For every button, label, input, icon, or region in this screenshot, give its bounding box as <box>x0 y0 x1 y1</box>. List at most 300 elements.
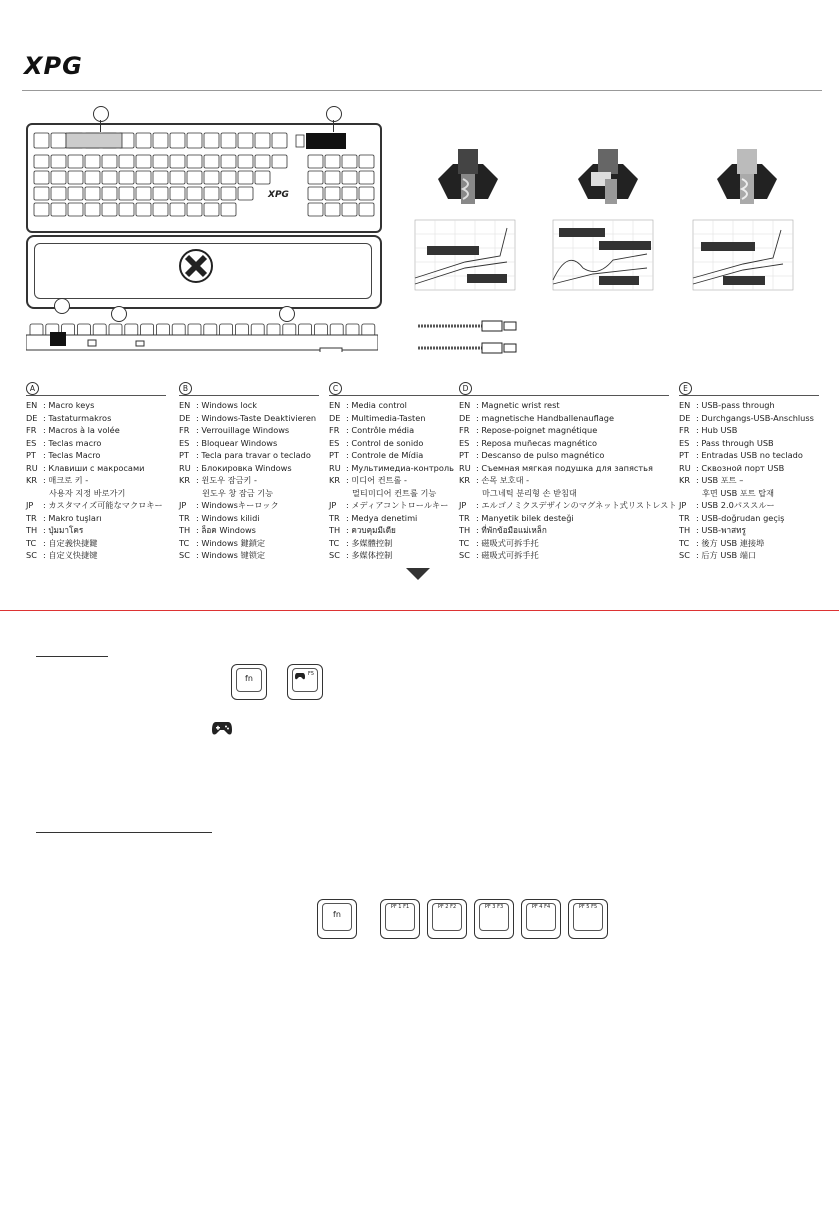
feature-letter: A <box>26 382 39 395</box>
side-keycap <box>188 324 201 336</box>
lang-code: SC <box>26 550 37 560</box>
keycap <box>119 171 134 184</box>
fn-key-label: fn <box>245 674 253 683</box>
side-keycap <box>362 324 375 336</box>
lang-code: JP <box>459 500 467 510</box>
feature-row <box>679 537 819 550</box>
feature-row <box>459 424 669 437</box>
pf-key-label: PF 3 F3 <box>484 904 504 910</box>
lang-code: ES <box>679 437 690 448</box>
feature-text: : Teclas Macro <box>43 450 101 460</box>
lang-code: TR <box>26 512 37 523</box>
pf-key-label: PF 5 F5 <box>578 904 598 910</box>
keycap <box>187 203 202 216</box>
lang-code: FR <box>679 425 690 435</box>
keycap <box>68 187 83 200</box>
keycap <box>221 155 236 168</box>
side-keycap <box>346 324 359 336</box>
feature-text: : エルゴノミクスデザインのマグネット式リストレスト <box>476 500 677 510</box>
side-keycap <box>109 324 122 336</box>
feature-text: : USB 포트 – <box>696 475 744 485</box>
feature-row <box>459 487 669 500</box>
lang-code: RU <box>179 462 191 473</box>
feature-letter: E <box>679 382 692 395</box>
side-keycap <box>93 324 106 336</box>
keycap <box>342 203 357 216</box>
keyboard-logo: XPG <box>268 190 289 200</box>
feature-row <box>329 474 469 487</box>
feature-row <box>26 487 166 500</box>
keyboard-side-view <box>26 322 378 352</box>
lang-code: RU <box>459 462 471 473</box>
feature-text: : メディアコントロールキー <box>346 500 449 510</box>
keycap <box>136 171 151 184</box>
keycap <box>359 155 374 168</box>
lang-code: RU <box>26 462 38 473</box>
lang-code: TC <box>26 537 37 548</box>
switch-illustration-1 <box>433 144 503 214</box>
side-keycap <box>172 324 185 336</box>
feature-row <box>26 437 166 450</box>
keycap <box>255 133 270 148</box>
feature-row <box>26 412 166 425</box>
feature-text: : Windows 键锁定 <box>196 550 266 560</box>
feature-row <box>329 462 469 475</box>
feature-text: : ที่พักข้อมือแม่เหล็ก <box>476 525 547 535</box>
pf-key-label: PF 4 F4 <box>531 904 551 910</box>
feature-row <box>329 549 469 562</box>
feature-text: : 多媒体控制 <box>346 550 393 560</box>
keycap <box>170 171 185 184</box>
feature-row <box>179 462 319 475</box>
feature-text: : Makro tuşları <box>43 512 102 523</box>
keycap <box>308 155 323 168</box>
lang-code: DE <box>26 412 38 423</box>
keycap <box>221 171 236 184</box>
keycap <box>68 203 83 216</box>
pf-key-3 <box>474 899 514 939</box>
lang-code: ES <box>329 437 340 448</box>
feature-text: : 自定义快捷键 <box>43 550 98 560</box>
feature-column-d <box>459 381 677 562</box>
lang-code: JP <box>179 500 187 510</box>
lang-code: TR <box>679 512 690 523</box>
keycap <box>102 187 117 200</box>
force-graph-3 <box>683 218 795 294</box>
keycap <box>136 203 151 216</box>
keyboard-keys-illustration <box>28 125 380 231</box>
lang-code: FR <box>329 425 340 435</box>
feature-row <box>26 524 166 537</box>
lang-code: EN <box>179 400 191 410</box>
gamepad-icon <box>295 672 305 680</box>
feature-letter: D <box>459 382 472 395</box>
keycap <box>136 133 151 148</box>
feature-row <box>459 499 677 512</box>
feature-text: 후면 USB 포트 탑재 <box>702 487 775 498</box>
feature-text: : USB-พาสทรู <box>696 525 746 535</box>
lang-code: TC <box>679 537 690 548</box>
heading-underline-1 <box>36 656 108 657</box>
feature-row <box>679 449 819 462</box>
lang-code: ES <box>459 437 470 448</box>
feature-row <box>179 549 319 562</box>
callout-a <box>93 106 109 122</box>
pf-key-4 <box>521 899 561 939</box>
lang-code: EN <box>329 400 341 410</box>
keycap <box>238 187 253 200</box>
feature-row <box>459 412 669 425</box>
feature-row <box>26 499 166 512</box>
lang-code: TH <box>329 525 341 535</box>
callout-e <box>111 306 127 322</box>
lang-code: PT <box>329 450 339 460</box>
feature-text: : 매크로 키 - <box>43 475 89 485</box>
feature-row <box>329 512 469 525</box>
lang-code: FR <box>459 425 470 435</box>
keycap <box>204 133 219 148</box>
lang-code: TH <box>459 525 471 535</box>
side-keycap <box>204 324 217 336</box>
feature-text: : Windowsキーロック <box>196 500 279 510</box>
pf-key-5 <box>568 899 608 939</box>
feature-row <box>329 537 469 550</box>
feature-row <box>179 524 319 537</box>
feature-row <box>459 399 669 412</box>
lang-code: FR <box>26 425 37 435</box>
keycap <box>272 133 287 148</box>
feature-row <box>179 449 319 462</box>
feature-row <box>179 424 319 437</box>
lang-code: ES <box>179 437 190 448</box>
callout-a-leader <box>100 120 101 132</box>
keycap <box>359 203 374 216</box>
feature-row <box>179 512 319 525</box>
feature-text: : Descanso de pulso magnético <box>476 450 605 460</box>
feature-text: : magnetische Handballenauflage <box>476 412 615 423</box>
keycap <box>85 171 100 184</box>
keycap <box>34 155 49 168</box>
feature-text: : Клавиши с макросами <box>43 462 145 473</box>
callout-b <box>326 106 342 122</box>
callout-d <box>279 306 295 322</box>
feature-text: : Entradas USB no teclado <box>696 450 803 460</box>
usb-cables-illustration <box>418 318 518 358</box>
keycap <box>102 155 117 168</box>
feature-row <box>26 474 166 487</box>
keycap <box>119 203 134 216</box>
keycap <box>359 187 374 200</box>
feature-row <box>179 399 319 412</box>
side-keycap <box>314 324 327 336</box>
feature-row <box>329 437 469 450</box>
feature-text: : 磁吸式可拆手托 <box>476 537 539 548</box>
keycap <box>34 133 49 148</box>
logo-text: XPG <box>24 52 83 78</box>
feature-row <box>459 462 669 475</box>
lang-code: SC <box>179 550 190 560</box>
feature-header <box>179 381 319 396</box>
keycap <box>342 171 357 184</box>
keycap <box>34 203 49 216</box>
feature-text: : Pass through USB <box>696 437 774 448</box>
keycap <box>153 133 168 148</box>
keycap <box>255 155 270 168</box>
lang-code: KR <box>679 475 691 485</box>
feature-column-c <box>329 381 469 562</box>
feature-text: : 미디어 컨트롤 - <box>346 475 407 485</box>
side-keycap <box>156 324 169 336</box>
lang-code: JP <box>26 500 34 510</box>
lang-code: FR <box>179 425 190 435</box>
keycap <box>136 155 151 168</box>
feature-row <box>179 537 319 550</box>
fn-key-2-label: fn <box>333 910 341 919</box>
keycap <box>68 155 83 168</box>
feature-header <box>26 381 166 396</box>
force-graph-2 <box>543 218 655 294</box>
lang-code: PT <box>459 450 469 460</box>
keycap <box>170 155 185 168</box>
feature-row <box>26 549 166 562</box>
lang-code: DE <box>459 412 471 423</box>
feature-row <box>679 499 819 512</box>
keycap <box>308 171 323 184</box>
feature-row <box>679 424 819 437</box>
feature-row <box>179 412 319 425</box>
lang-code: TR <box>179 512 190 523</box>
feature-text: : 後方 USB 連接埠 <box>696 537 765 548</box>
feature-text: : 磁吸式可拆手托 <box>476 550 539 560</box>
keycap <box>170 203 185 216</box>
feature-text: : 윈도우 잠금키 - <box>196 475 257 485</box>
lang-code: KR <box>26 475 38 485</box>
feature-row <box>26 399 166 412</box>
feature-letter: C <box>329 382 342 395</box>
side-keycap <box>267 324 280 336</box>
feature-row <box>329 424 469 437</box>
keycap <box>342 187 357 200</box>
keycap <box>325 187 340 200</box>
keycap <box>102 203 117 216</box>
keycap <box>85 187 100 200</box>
lang-code: SC <box>329 550 340 560</box>
feature-text: : Macros à la volée <box>43 425 120 435</box>
side-keycap <box>235 324 248 336</box>
heading-underline-2 <box>36 832 212 833</box>
feature-text: : Windows 鍵鎖定 <box>196 537 266 548</box>
side-keycap <box>125 324 138 336</box>
switch-illustration-2 <box>573 144 643 214</box>
keycap <box>308 203 323 216</box>
feature-text: : Windows kilidi <box>196 512 260 523</box>
lang-code <box>26 487 43 500</box>
keycap <box>85 155 100 168</box>
keycap <box>51 133 66 148</box>
feature-text: 마그네틱 분리형 손 받침대 <box>482 487 577 498</box>
keycap <box>204 203 219 216</box>
header-divider <box>22 90 822 91</box>
lang-code: TR <box>329 512 340 523</box>
feature-row <box>459 524 669 537</box>
feature-row <box>26 512 166 525</box>
lang-code: TH <box>26 525 38 535</box>
keycap <box>238 155 253 168</box>
lang-code: EN <box>26 400 38 410</box>
feature-row <box>179 474 319 487</box>
lang-code: KR <box>329 475 341 485</box>
keycap <box>221 187 236 200</box>
feature-text: : Contrôle média <box>346 425 415 435</box>
lang-code: DE <box>679 412 691 423</box>
feature-row <box>679 474 819 487</box>
lang-code: KR <box>459 475 471 485</box>
lang-code: SC <box>459 550 470 560</box>
feature-row <box>679 412 819 425</box>
keycap <box>204 171 219 184</box>
keycap <box>325 155 340 168</box>
feature-row <box>26 424 166 437</box>
feature-text: : USB 2.0パススルー <box>696 500 775 510</box>
pf-key-label: PF 1 F1 <box>390 904 410 910</box>
feature-text: : Windows-Taste Deaktivieren <box>196 412 317 423</box>
feature-row <box>179 487 319 500</box>
feature-text: : Medya denetimi <box>346 512 418 523</box>
feature-text: : Repose-poignet magnétique <box>476 425 598 435</box>
feature-text: : Magnetic wrist rest <box>476 400 560 410</box>
feature-row <box>679 462 819 475</box>
keycap <box>187 187 202 200</box>
feature-text: : Hub USB <box>696 425 738 435</box>
fn-key <box>231 664 267 700</box>
lang-code: RU <box>679 462 691 473</box>
feature-row <box>459 549 669 562</box>
feature-row <box>329 412 469 425</box>
feature-column-a <box>26 381 166 562</box>
lang-code <box>329 487 346 500</box>
feature-header <box>679 381 819 396</box>
feature-letter: B <box>179 382 192 395</box>
xpg-emblem-icon <box>178 248 214 284</box>
lang-code: PT <box>26 450 36 460</box>
feature-row <box>679 524 819 537</box>
pf-key-1 <box>380 899 420 939</box>
feature-text: : Verrouillage Windows <box>196 425 290 435</box>
xpg-logo <box>22 52 122 78</box>
feature-row <box>679 512 819 525</box>
feature-row <box>329 487 469 500</box>
lang-code: ES <box>26 437 37 448</box>
keycap <box>119 155 134 168</box>
keycap <box>153 155 168 168</box>
feature-text: : USB-pass through <box>696 400 775 410</box>
keycap <box>51 155 66 168</box>
keycap <box>238 171 253 184</box>
feature-row <box>26 449 166 462</box>
force-graph-1 <box>405 218 517 294</box>
lang-code <box>179 487 196 500</box>
feature-text: 멀티미디어 컨트롤 기능 <box>352 487 437 498</box>
lang-code: TC <box>459 537 470 548</box>
lang-code: EN <box>459 400 471 410</box>
feature-text: : Multimedia-Tasten <box>346 412 426 423</box>
feature-text: : Durchgangs-USB-Anschluss <box>696 412 814 423</box>
feature-row <box>679 437 819 450</box>
keycap <box>221 203 236 216</box>
keycap <box>187 171 202 184</box>
keycap <box>153 187 168 200</box>
feature-row <box>179 499 319 512</box>
keycap <box>85 203 100 216</box>
down-arrow-icon <box>406 568 430 580</box>
feature-text: : Teclas macro <box>43 437 102 448</box>
feature-text: 윈도우 창 잠금 기능 <box>202 487 274 498</box>
feature-row <box>329 399 469 412</box>
keycap <box>187 155 202 168</box>
feature-column-b <box>179 381 319 562</box>
pf-key-label: PF 2 F2 <box>437 904 457 910</box>
feature-header <box>459 381 669 396</box>
feature-text: : USB-doğrudan geçiş <box>696 512 785 523</box>
side-keycap <box>251 324 264 336</box>
lang-code: PT <box>179 450 189 460</box>
lang-code: SC <box>679 550 690 560</box>
feature-row <box>329 449 469 462</box>
lang-code: RU <box>329 462 341 473</box>
keycap <box>272 155 287 168</box>
lang-code: TC <box>329 537 340 548</box>
keycap <box>359 171 374 184</box>
keycap <box>187 133 202 148</box>
side-keycap <box>299 324 312 336</box>
feature-text: : Macro keys <box>43 400 95 410</box>
feature-text: : ปุ่มมาโคร <box>43 525 84 535</box>
pf-key-2 <box>427 899 467 939</box>
lang-code: JP <box>329 500 337 510</box>
keycap <box>308 187 323 200</box>
f5-key-label: F5 <box>308 671 315 677</box>
lang-code: TR <box>459 512 470 523</box>
keycap <box>170 133 185 148</box>
keycap <box>153 171 168 184</box>
keycap <box>34 187 49 200</box>
feature-text: : Съемная мягкая подушка для запястья <box>476 462 653 473</box>
side-keycap <box>330 324 343 336</box>
keycap <box>51 203 66 216</box>
lang-code: PT <box>679 450 689 460</box>
feature-text: : カスタマイズ可能なマクロキー <box>43 500 163 510</box>
feature-row <box>26 537 166 550</box>
feature-text: : Controle de Mídia <box>346 450 424 460</box>
keyboard-top-view <box>26 123 382 233</box>
feature-text: : Reposa muñecas magnético <box>476 437 598 448</box>
feature-text: : 自定義快捷鍵 <box>43 537 98 548</box>
lang-code: TC <box>179 537 190 548</box>
keycap <box>170 187 185 200</box>
feature-text: : Manyetik bilek desteği <box>476 512 574 523</box>
keycap <box>204 155 219 168</box>
feature-row <box>459 537 669 550</box>
feature-text: : ล็อค Windows <box>196 525 256 535</box>
lang-code: EN <box>679 400 691 410</box>
feature-row <box>679 399 819 412</box>
feature-row <box>179 437 319 450</box>
feature-row <box>679 487 819 500</box>
side-keycap <box>283 324 296 336</box>
feature-text: : Media control <box>346 400 407 410</box>
feature-row <box>329 499 469 512</box>
feature-text: : 多媒體控制 <box>346 537 393 548</box>
